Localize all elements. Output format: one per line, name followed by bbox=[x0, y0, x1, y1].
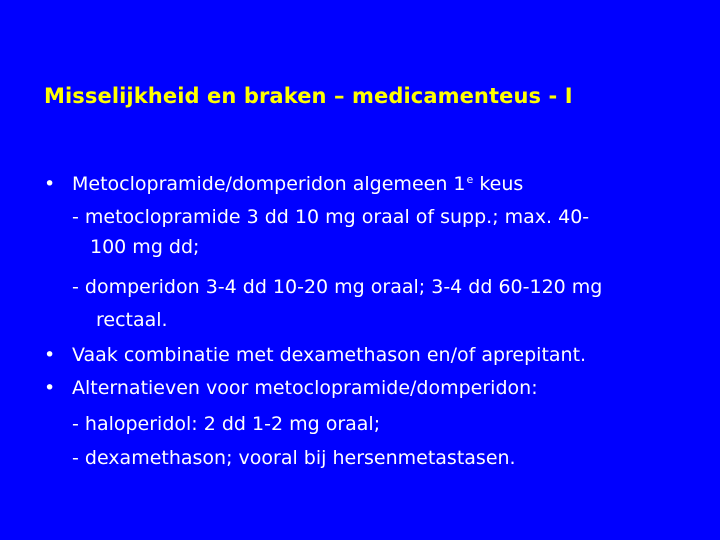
bullet-1-line-4: - domperidon 3-4 dd 10-20 mg oraal; 3-4 dd 60-120 mg bbox=[72, 276, 603, 298]
bullet-3-line-2: - haloperidol: 2 dd 1-2 mg oraal; bbox=[72, 413, 381, 435]
bullet-3-text: Alternatieven voor metoclopramide/domperidon: bbox=[72, 377, 538, 399]
bullet-1-line-2: - metoclopramide 3 dd 10 mg oraal of supp.; max. 40- bbox=[72, 206, 590, 228]
bullet-marker: • bbox=[44, 377, 56, 399]
bullet-1-line-3: 100 mg dd; bbox=[90, 236, 200, 258]
bullet-1-text-tail: keus bbox=[473, 173, 524, 195]
bullet-1-text: Metoclopramide/domperidon algemeen 1 bbox=[72, 173, 466, 195]
bullet-2-text: Vaak combinatie met dexamethason en/of aprepitant. bbox=[72, 344, 587, 366]
bullet-marker: • bbox=[44, 173, 56, 195]
slide-title: Misselijkheid en braken – medicamenteus - I bbox=[44, 84, 573, 108]
bullet-1-line-1 bbox=[72, 172, 523, 196]
ordinal-superscript: e bbox=[466, 173, 474, 186]
bullet-marker: • bbox=[44, 344, 56, 366]
bullet-3-line-3: - dexamethason; vooral bij hersenmetastasen. bbox=[72, 447, 516, 469]
bullet-1-line-5: rectaal. bbox=[96, 309, 168, 331]
